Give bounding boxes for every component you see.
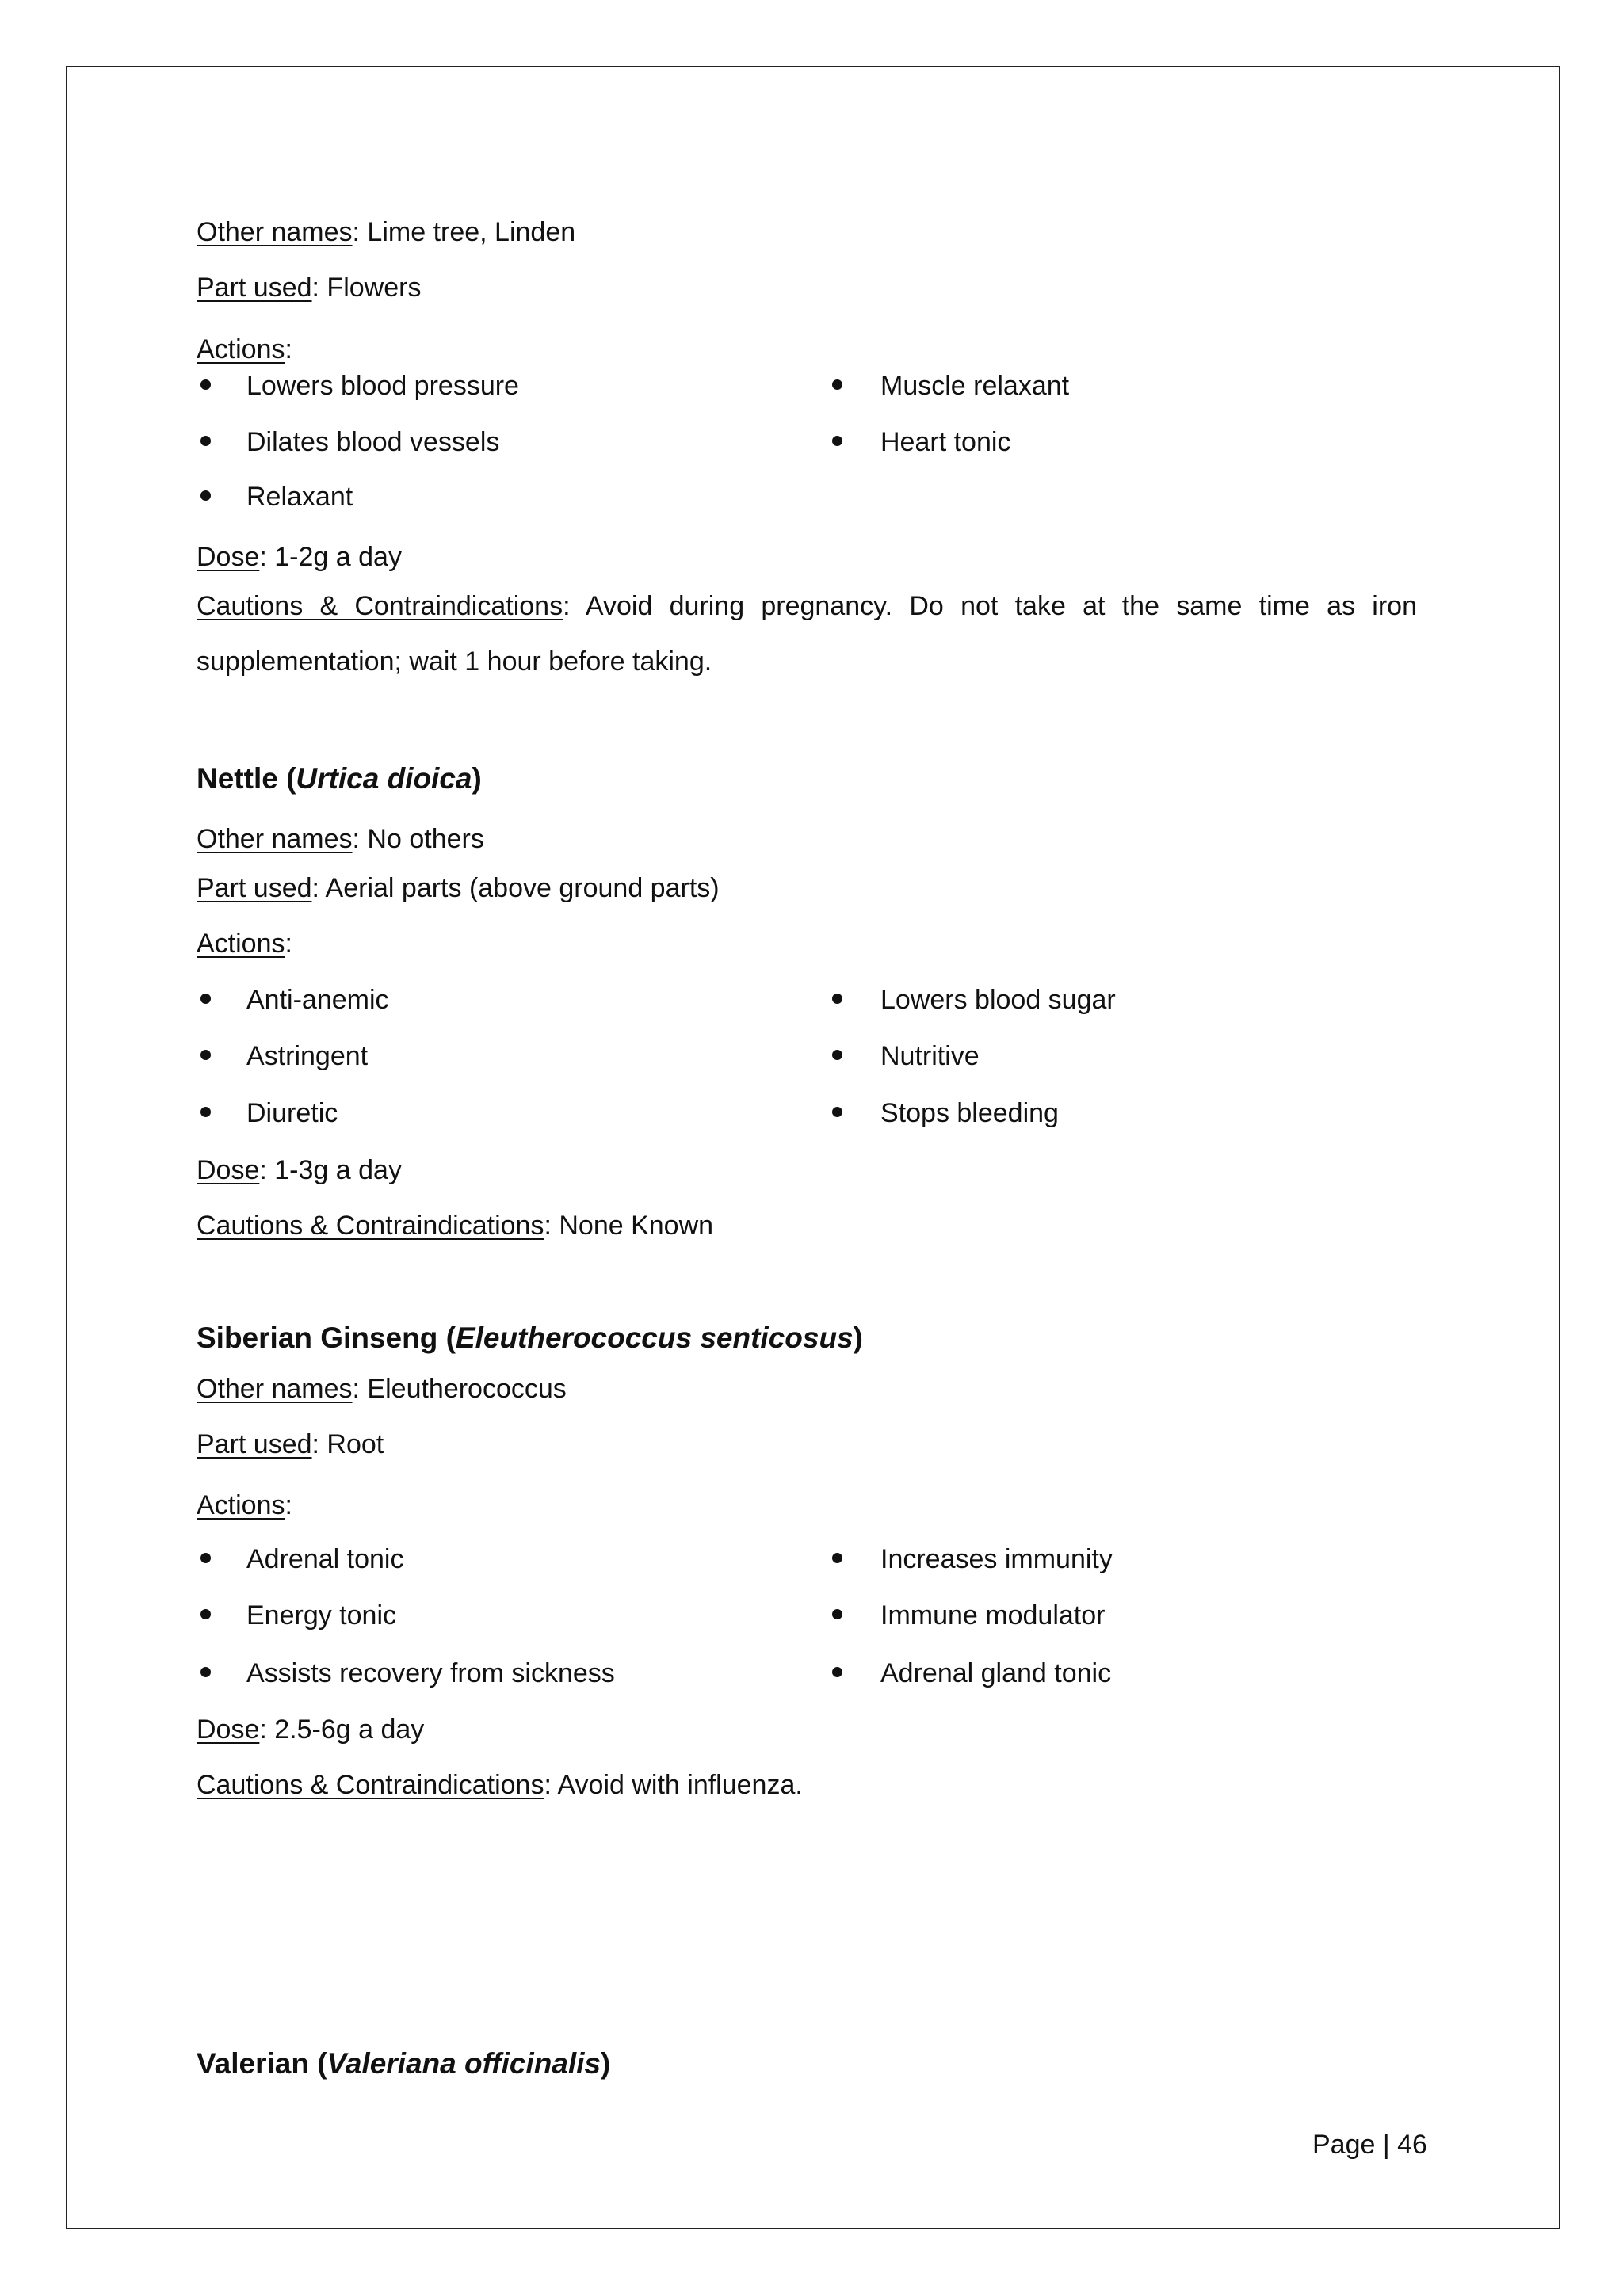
linden-dose <box>197 543 402 570</box>
page-number: Page | 46 <box>1312 2130 1427 2160</box>
bullet-icon <box>200 1667 211 1677</box>
linden-other-names <box>197 219 575 246</box>
list-item: Diuretic <box>246 1098 338 1128</box>
list-item: Adrenal gland tonic <box>880 1658 1112 1688</box>
bullet-icon <box>200 490 211 501</box>
field-value: : 2.5-6g a day <box>259 1714 425 1745</box>
field-label: Cautions & Contraindications <box>197 1211 544 1241</box>
field-value: : No others <box>352 824 484 854</box>
field-label: Part used <box>197 1429 312 1459</box>
list-item: Lowers blood pressure <box>246 371 519 401</box>
field-label: Actions <box>197 929 285 959</box>
list-item: Heart tonic <box>880 427 1011 457</box>
section-title-nettle: Nettle (Urtica dioica) <box>197 762 482 795</box>
bullet-icon <box>832 379 842 390</box>
siberian-ginseng-part-used <box>197 1431 384 1458</box>
bullet-icon <box>200 436 211 446</box>
list-item: Increases immunity <box>880 1544 1113 1574</box>
field-label: Actions <box>197 334 285 364</box>
bullet-icon <box>200 1553 211 1563</box>
list-item: Dilates blood vessels <box>246 427 500 457</box>
list-item: Nutritive <box>880 1041 980 1071</box>
siberian-ginseng-other-names <box>197 1375 567 1402</box>
list-item: Adrenal tonic <box>246 1544 404 1574</box>
field-label: Actions <box>197 1490 285 1520</box>
bullet-icon <box>200 1107 211 1117</box>
bullet-icon <box>832 1107 842 1117</box>
field-label: Other names <box>197 217 353 247</box>
field-value: : 1-3g a day <box>259 1155 402 1185</box>
field-value: : Aerial parts (above ground parts) <box>311 873 720 903</box>
siberian-ginseng-cautions <box>197 1772 803 1798</box>
list-item: Anti-anemic <box>246 985 389 1015</box>
bullet-icon <box>832 1609 842 1619</box>
bullet-icon <box>832 994 842 1004</box>
nettle-actions-label: Actions: <box>197 929 292 959</box>
bullet-icon <box>832 1050 842 1060</box>
section-title-siberian-ginseng: Siberian Ginseng (Eleutherococcus senticosus) <box>197 1322 863 1354</box>
field-label: Cautions & Contraindications <box>197 1770 544 1800</box>
list-item: Energy tonic <box>246 1600 396 1630</box>
bullet-icon <box>832 1667 842 1677</box>
nettle-dose <box>197 1157 402 1184</box>
linden-actions-label: Actions: <box>197 334 292 364</box>
list-item: Muscle relaxant <box>880 371 1070 401</box>
field-value: : Eleutherococcus <box>352 1374 567 1404</box>
list-item: Lowers blood sugar <box>880 985 1116 1015</box>
bullet-icon <box>200 994 211 1004</box>
bullet-icon <box>200 1609 211 1619</box>
bullet-icon <box>832 1553 842 1563</box>
field-label: Cautions & Contraindications <box>197 591 563 621</box>
field-label: Dose <box>197 1714 260 1745</box>
field-value: : Avoid with influenza. <box>544 1770 803 1800</box>
field-label: Other names <box>197 824 353 854</box>
nettle-cautions <box>197 1212 713 1239</box>
field-label: Other names <box>197 1374 353 1404</box>
field-value: : Avoid during pregnancy. Do not take at the same time as iron <box>563 591 1417 621</box>
linden-part-used <box>197 274 421 301</box>
field-label: Part used <box>197 873 312 903</box>
list-item: Stops bleeding <box>880 1098 1059 1128</box>
bullet-icon <box>832 436 842 446</box>
field-label: Dose <box>197 1155 260 1185</box>
field-value: : Flowers <box>311 273 422 303</box>
nettle-other-names <box>197 826 484 852</box>
field-label: Part used <box>197 273 312 303</box>
field-label: Dose <box>197 542 260 572</box>
list-item: Assists recovery from sickness <box>246 1658 615 1688</box>
bullet-icon <box>200 379 211 390</box>
field-value: : Root <box>311 1429 384 1459</box>
section-title-valerian: Valerian (Valeriana officinalis) <box>197 2047 611 2080</box>
list-item: Immune modulator <box>880 1600 1106 1630</box>
linden-cautions-continued: supplementation; wait 1 hour before taking. <box>197 646 712 677</box>
list-item: Relaxant <box>246 482 353 512</box>
field-value: : 1-2g a day <box>259 542 402 572</box>
siberian-ginseng-actions-label: Actions: <box>197 1490 292 1520</box>
list-item: Astringent <box>246 1041 369 1071</box>
nettle-part-used <box>197 875 720 902</box>
linden-cautions <box>197 593 1417 620</box>
bullet-icon <box>200 1050 211 1060</box>
siberian-ginseng-dose <box>197 1716 424 1743</box>
field-value: : None Known <box>544 1211 714 1241</box>
field-value: : Lime tree, Linden <box>352 217 576 247</box>
